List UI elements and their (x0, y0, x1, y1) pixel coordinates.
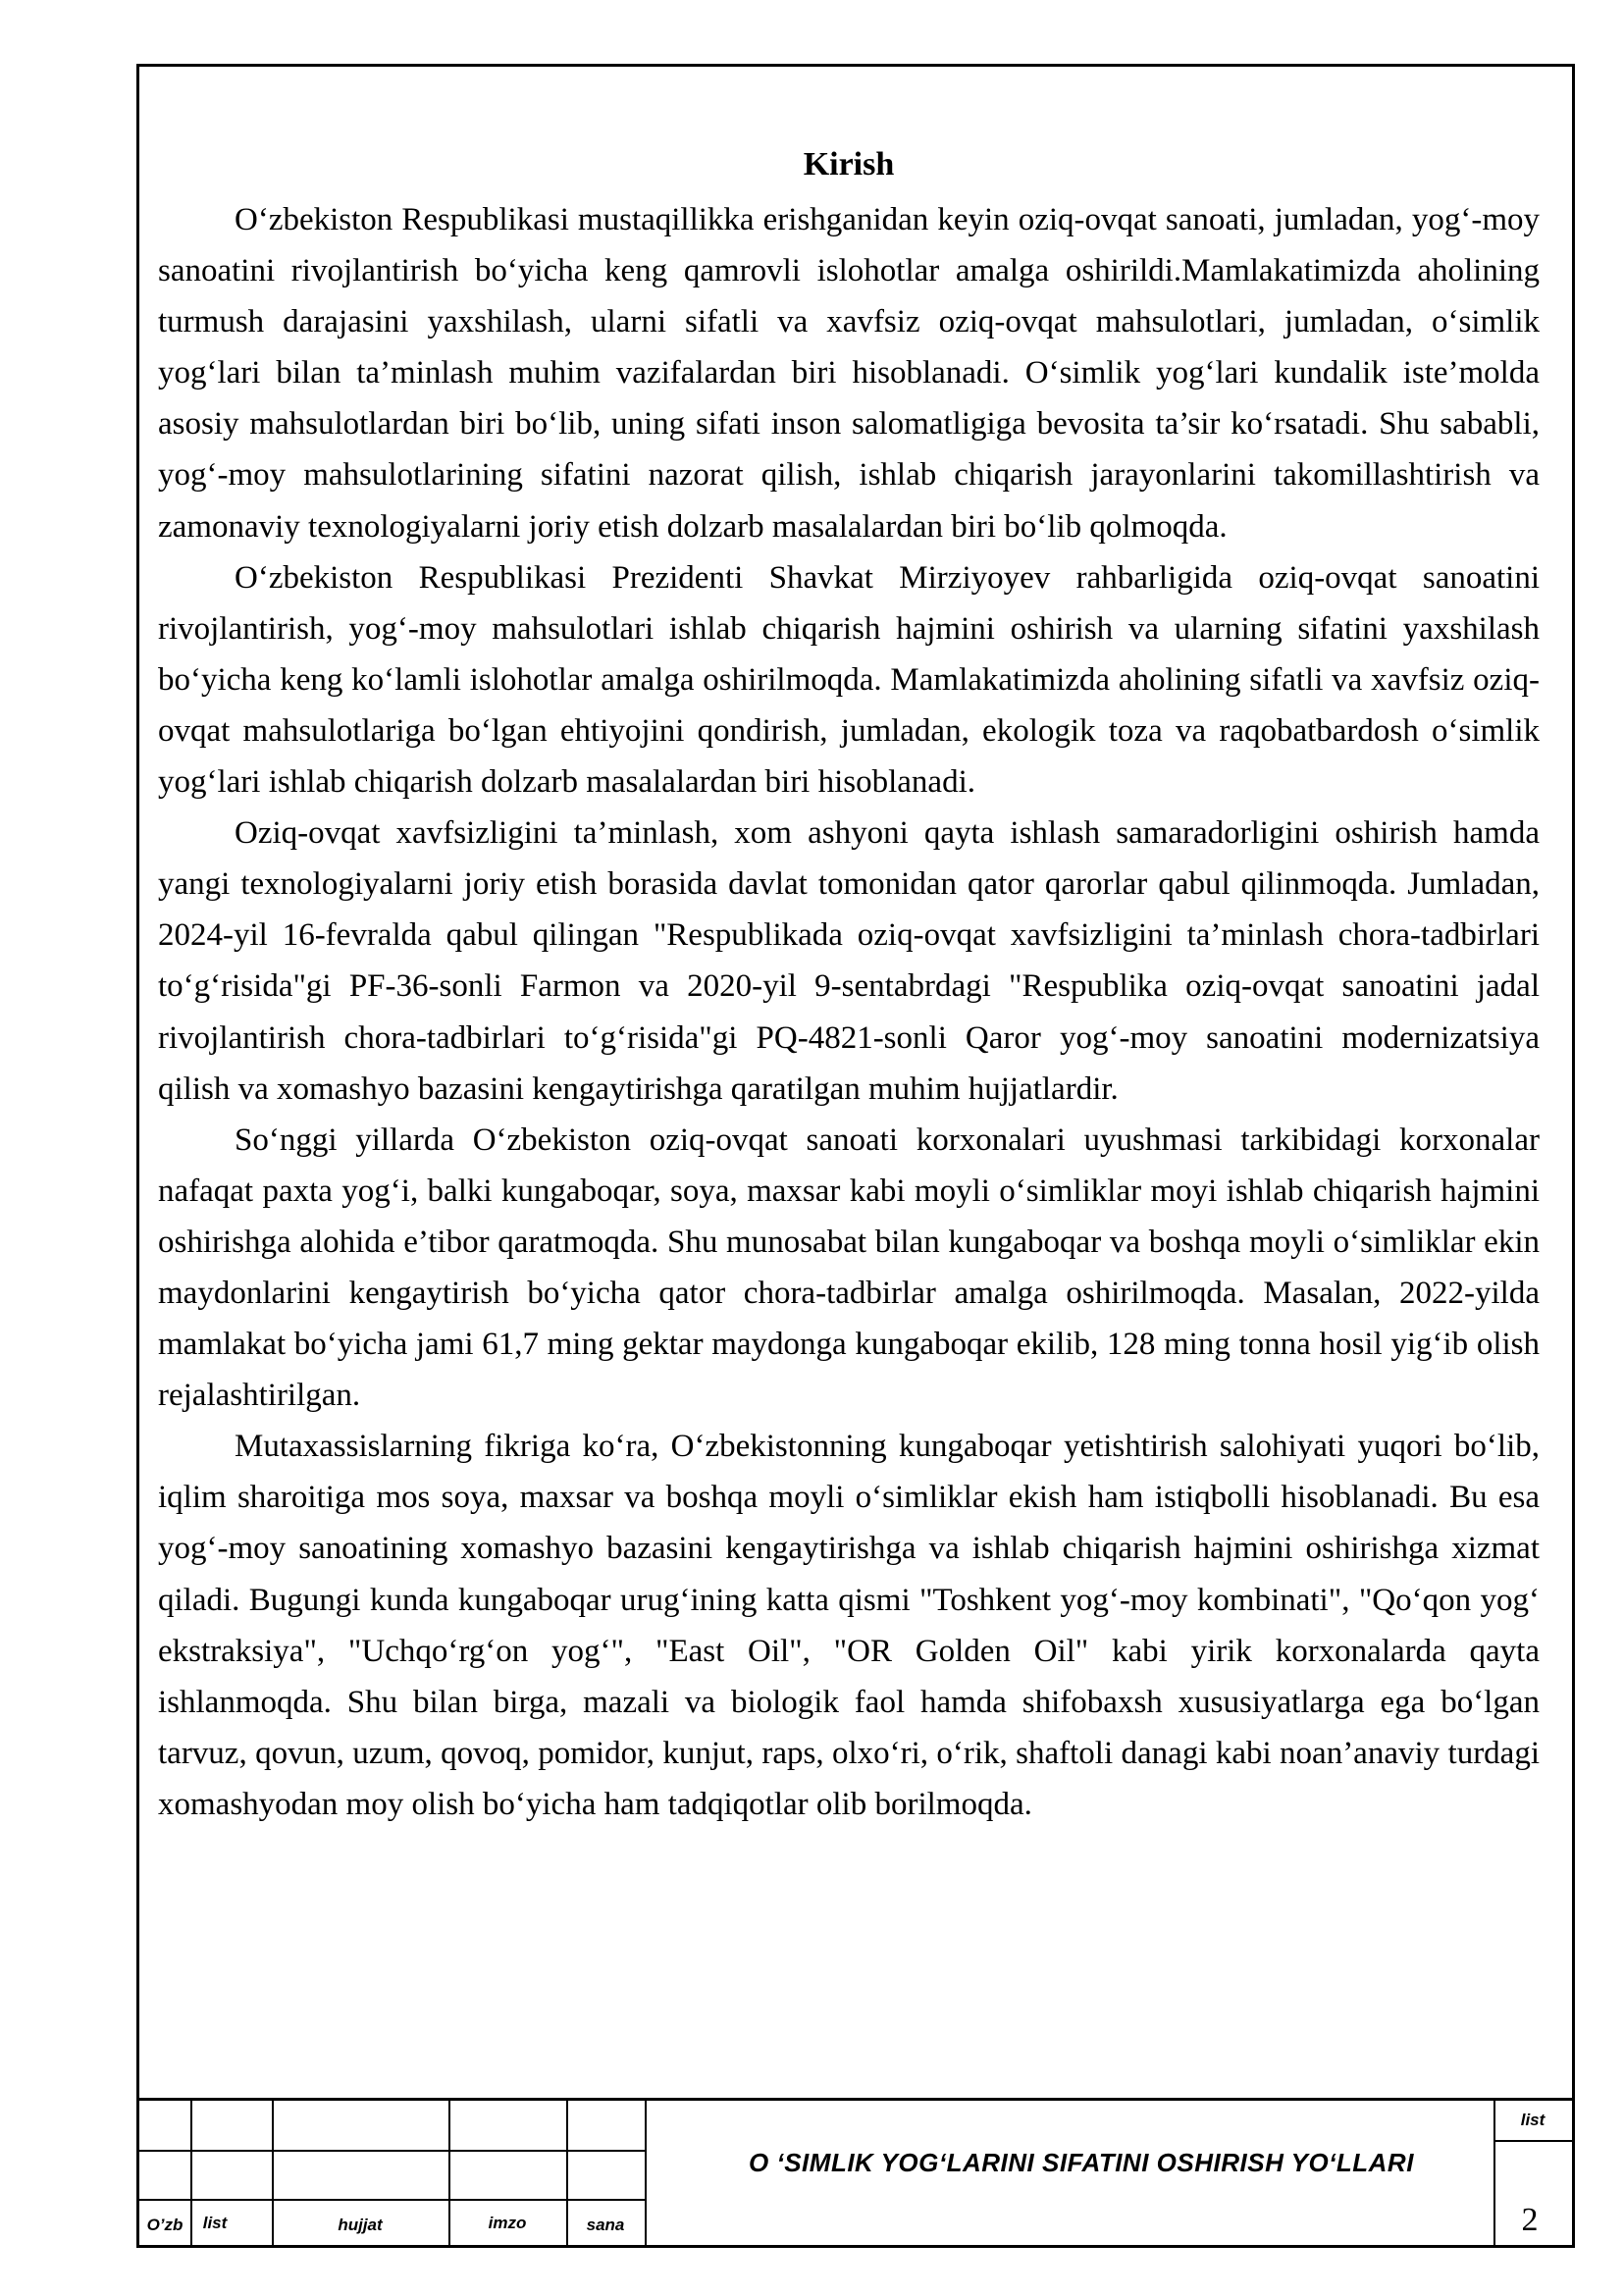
stamp-row-line (139, 2199, 645, 2201)
section-title: Kirish (803, 146, 895, 183)
label-hujjat: hujjat (338, 2216, 383, 2234)
label-list: list (202, 2214, 228, 2232)
page-frame (136, 64, 1575, 2248)
title-block (139, 2098, 1572, 2245)
label-sheet: list (1520, 2111, 1545, 2129)
page-number: 2 (1521, 2202, 1539, 2238)
stamp-row-line (1493, 2140, 1572, 2142)
paragraph-1: O‘zbekiston Respublikasi mustaqillikka erishganidan keyin oziq-ovqat sanoati, jumladan, yog‘-moy sanoatini rivojlantirish bo‘yicha keng qamrovli islohotlar amalga oshirildi.Mamlakatimizda aholining turmush darajasini yaxshilash, ularni sifatli va xavfsiz oziq-ovqat mahsulotlari, jumladan, o‘simlik yog‘lari bilan ta’minlash muhim vazifalardan biri hisoblanadi. O‘simlik yog‘lari kundalik iste’molda asosiy mahsulotlardan biri bo‘lib, uning sifati inson salomatligiga bevosita ta’sir ko‘rsatadi. Shu sababli, yog‘-moy mahsulotlarining sifatini nazorat qilish, ishlab chiqarish jarayonlarini takomillashtirish va zamonaviy texnologiyalarni joriy etish dolzarb masalalardan biri bo‘lib qolmoqda. (158, 202, 1540, 545)
label-imzo: imzo (488, 2214, 527, 2232)
document-title: O ‘SIMLIK YOG‘LARINI SIFATINI OSHIRISH YO‘LLARI (749, 2148, 1414, 2177)
paragraph-4: So‘nggi yillarda O‘zbekiston oziq-ovqat sanoati korxonalari uyushmasi tarkibidagi korxonalar nafaqat paxta yog‘i, balki kungaboqar, soya, maxsar kabi moyli o‘simliklar moyi ishlab chiqarish hajmini oshirishga alohida e’tibor qaratmoqda. Shu munosabat bilan kungaboqar va boshqa moyli o‘simliklar ekin maydonlarini kengaytirish bo‘yicha qator chora-tadbirlar amalga oshirilmoqda. Masalan, 2022-yilda mamlakat bo‘yicha jami 61,7 ming gektar maydonga kungaboqar ekilib, 128 ming tonna hosil yig‘ib olish rejalashtirilgan. (158, 1121, 1540, 1414)
paragraph-2: O‘zbekiston Respublikasi Prezidenti Shavkat Mirziyoyev rahbarligida oziq-ovqat sanoatini rivojlantirish, yog‘-moy mahsulotlari ishlab chiqarish hajmini oshirish va ularning sifatini yaxshilash bo‘yicha keng ko‘lamli islohotlar amalga oshirilmoqda. Mamlakatimizda aholining sifatli va xavfsiz oziq-ovqat mahsulotlariga bo‘lgan ehtiyojini qondirish, jumladan, ekologik toza va raqobatbardosh o‘simlik yog‘lari ishlab chiqarish dolzarb masalalardan biri hisoblanadi. (158, 559, 1540, 801)
stamp-row-line (139, 2150, 645, 2152)
stamp-divider (645, 2101, 647, 2245)
label-ozb: O’zb (146, 2216, 183, 2234)
paragraph-3: Oziq-ovqat xavfsizligini ta’minlash, xom ashyoni qayta ishlash samaradorligini oshirish hamda yangi texnologiyalarni joriy etish borasida davlat tomonidan qator qarorlar qabul qilinmoqda. Jumladan, 2024-yil 16-fevralda qabul qilingan "Respublikada oziq-ovqat xavfsizligini ta’minlash chora-tadbirlari to‘g‘risida"gi PF-36-sonli Farmon va 2020-yil 9-sentabrdagi "Respublika oziq-ovqat sanoatini jadal rivojlantirish chora-tadbirlari to‘g‘risida"gi PQ-4821-sonli Qaror yog‘-moy sanoatini modernizatsiya qilish va xomashyo bazasini kengaytirishga qaratilgan muhim hujjatlardir. (158, 815, 1540, 1107)
paragraph-5: Mutaxassislarning fikriga ko‘ra, O‘zbekistonning kungaboqar yetishtirish salohiyati yuqori bo‘lib, iqlim sharoitiga mos soya, maxsar va boshqa moyli o‘simliklar ekish ham istiqbolli hisoblanadi. Bu esa yog‘-moy sanoatining xomashyo bazasini kengaytirishga va ishlab chiqarish hajmini oshirishga xizmat qiladi. Bugungi kunda kungaboqar urug‘ining katta qismi "Toshkent yog‘-moy kombinati", "Qo‘qon yog‘ ekstraksiya", "Uchqo‘rg‘on yog‘", "East Oil", "OR Golden Oil" kabi yirik korxonalarda qayta ishlanmoqda. Shu bilan birga, mazali va biologik faol hamda shifobaxsh xususiyatlarga ega bo‘lgan tarvuz, qovun, uzum, qovoq, pomidor, kunjut, raps, olxo‘ri, o‘rik, shaftoli danagi kabi noan’anaviy turdagi xomashyodan moy olish bo‘yicha ham tadqiqotlar olib borilmoqda. (158, 1429, 1540, 1822)
label-sana: sana (586, 2216, 625, 2234)
document-body (158, 139, 1540, 1830)
